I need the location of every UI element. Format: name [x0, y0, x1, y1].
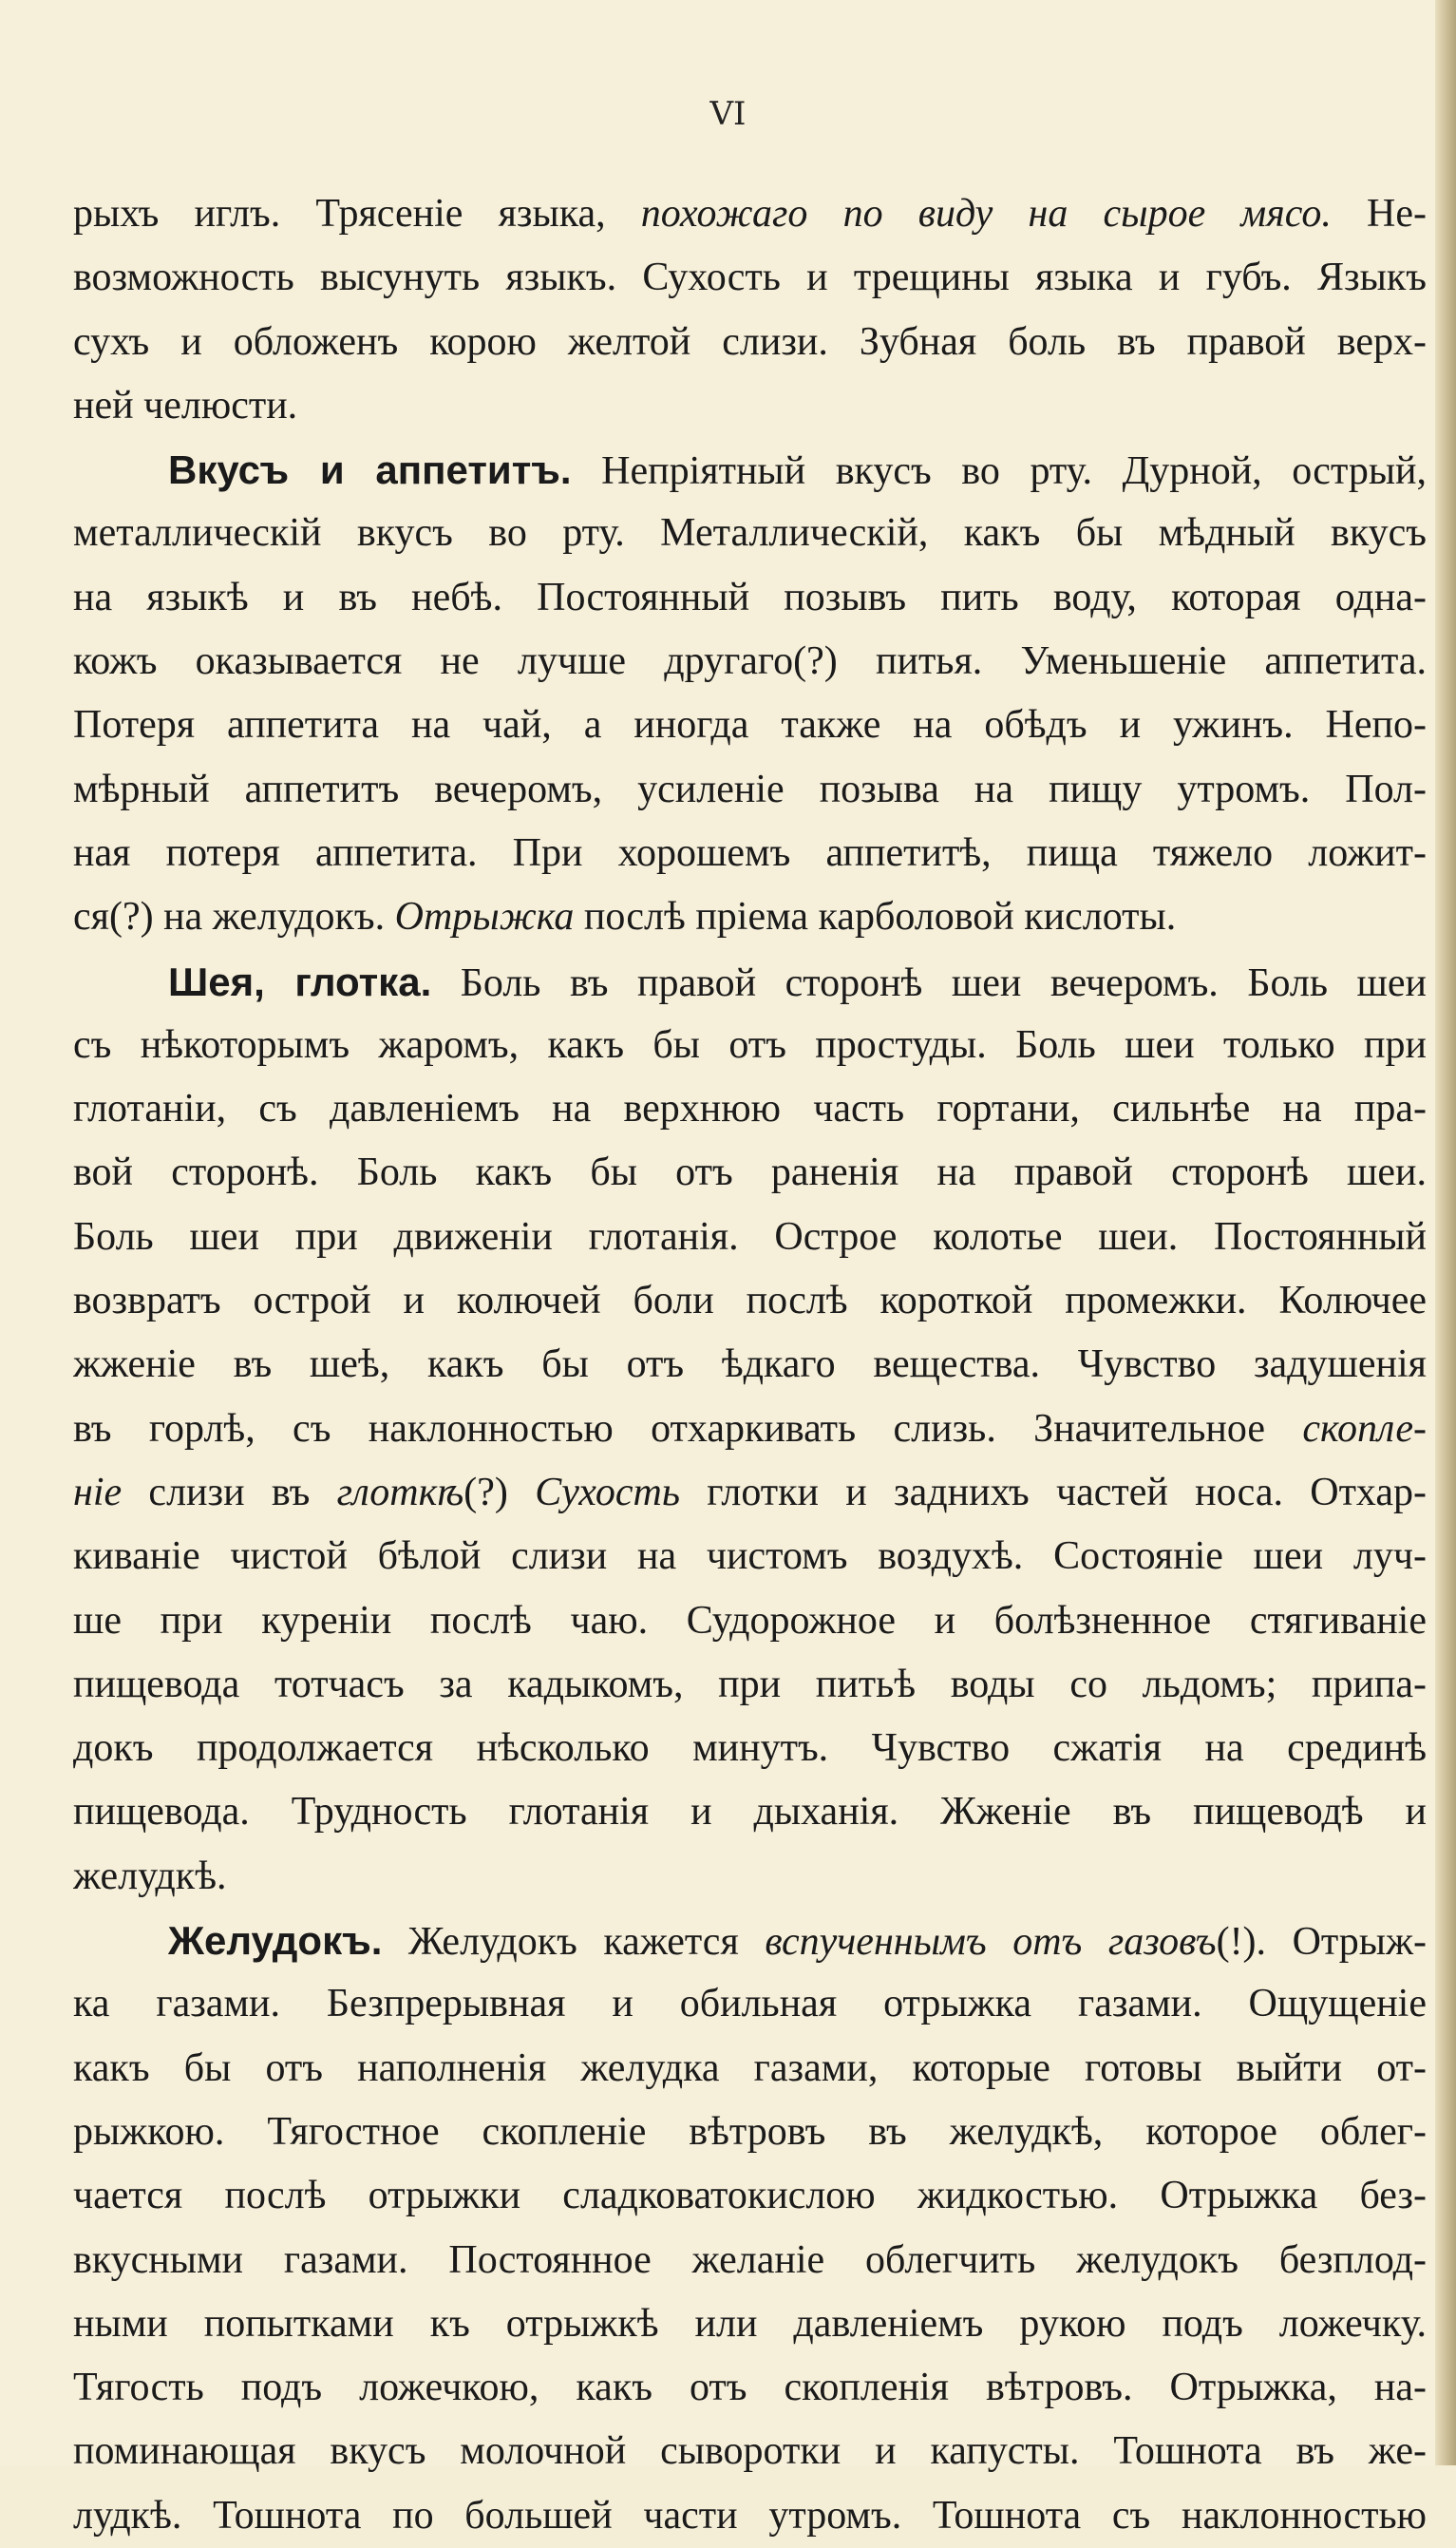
text-line: [73, 1909, 1427, 1972]
text-line: [73, 1845, 1427, 1909]
text-line: [73, 1461, 1427, 1525]
text-segment: докъ продолжается нѣсколько минутъ. Чувство сжатія на срединѣ: [73, 1726, 1427, 1771]
text-segment: металлическій вкусъ во рту. Металлическій, какъ бы мѣдный вкусъ: [73, 511, 1427, 556]
text-segment: глотки и заднихъ частей носа. Отхар-: [680, 1470, 1427, 1514]
text-segment: Потеря аппетита на чай, а иногда также на обѣдъ и ужинъ. Непо-: [73, 703, 1427, 748]
text-segment: поминающая вкусъ молочной сыворотки и капусты. Тошнота въ же-: [73, 2429, 1427, 2474]
text-segment: лудкѣ. Тошнота по большей части утромъ. Тошнота съ наклонностью: [73, 2493, 1427, 2538]
text-segment: мѣрный аппетитъ вечеромъ, усиленіе позыва на пищу утромъ. Пол-: [73, 767, 1427, 811]
text-line: [73, 1077, 1427, 1141]
text-line: [73, 1269, 1427, 1333]
body-text: [73, 182, 1427, 2548]
text-line: [73, 1206, 1427, 1269]
text-segment: слизи въ: [122, 1470, 337, 1514]
text-line: [73, 502, 1427, 565]
text-line: [73, 374, 1427, 438]
text-line: [73, 1014, 1427, 1077]
text-segment: (?): [463, 1470, 536, 1514]
text-segment: глотаніи, съ давленіемъ на верхнюю часть гортани, сильнѣе на пра-: [73, 1087, 1427, 1131]
text-segment: рыжкою. Тягостное скопленіе вѣтровъ въ желудкѣ, которое облег-: [73, 2109, 1427, 2154]
text-line: [73, 694, 1427, 757]
text-line: [73, 1780, 1427, 1844]
text-segment: кожъ оказывается не лучше другаго(?) питья. Уменьшеніе аппетита.: [73, 639, 1427, 684]
text-line: [73, 950, 1427, 1014]
text-segment: на языкѣ и въ небѣ. Постоянный позывъ пить воду, которая одна-: [73, 575, 1427, 619]
section-heading: Желудокъ.: [168, 1918, 383, 1964]
text-line: [73, 311, 1427, 374]
text-segment: Непріятный вкусъ во рту. Дурной, острый,: [571, 449, 1427, 494]
text-segment: вой сторонѣ. Боль какъ бы отъ раненія на правой сторонѣ шеи.: [73, 1150, 1427, 1195]
text-line: [73, 758, 1427, 822]
text-line: [73, 885, 1427, 949]
text-line: [73, 630, 1427, 694]
text-segment: возвратъ острой и колючей боли послѣ короткой промежки. Колючее: [73, 1279, 1427, 1323]
text-segment: ными попытками къ отрыжкѣ или давленіемъ рукою подъ ложечку.: [73, 2301, 1427, 2346]
text-segment: чается послѣ отрыжки сладковатокислою жидкостью. Отрыжка без-: [73, 2174, 1427, 2218]
text-segment: ся(?) на желудокъ.: [73, 895, 395, 940]
text-segment: Боль шеи при движеніи глотанія. Острое колотье шеи. Постоянный: [73, 1214, 1427, 1259]
text-segment: рыхъ иглъ. Трясеніе языка,: [73, 192, 641, 236]
italic-text: скопле-: [1302, 1406, 1427, 1451]
text-segment: пищевода тотчасъ за кадыкомъ, при питьѣ воды со льдомъ; припа-: [73, 1662, 1427, 1706]
text-segment: (!). Отрыж-: [1216, 1920, 1427, 1965]
italic-text: Отрыжка: [394, 895, 575, 940]
text-line: [73, 1589, 1427, 1653]
section-heading: Вкусъ и аппетитъ.: [168, 447, 572, 493]
italic-text: глоткѣ: [336, 1470, 464, 1514]
text-segment: ше при куреніи послѣ чаю. Судорожное и болѣзненное стягиваніе: [73, 1598, 1427, 1643]
text-segment: какъ бы отъ наполненія желудка газами, которые готовы выйти от-: [73, 2045, 1427, 2090]
text-segment: ка газами. Безпрерывная и обильная отрыжка газами. Ощущеніе: [73, 1982, 1427, 2026]
text-line: [73, 1141, 1427, 1205]
text-line: [73, 2037, 1427, 2101]
text-line: [73, 1717, 1427, 1780]
text-segment: жженіе въ шеѣ, какъ бы отъ ѣдкаго вещества. Чувство задушенія: [73, 1342, 1427, 1387]
text-line: [73, 2356, 1427, 2420]
italic-text: похожаго по виду на сырое мясо.: [640, 192, 1332, 236]
italic-text: вспученнымъ отъ газовъ: [765, 1920, 1217, 1965]
section-heading: Шея, глотка.: [168, 959, 432, 1004]
text-line: [73, 1398, 1427, 1461]
text-segment: въ горлѣ, съ наклонностью отхаркивать слизь. Значительное: [73, 1406, 1303, 1451]
text-line: [73, 1333, 1427, 1397]
text-line: [73, 246, 1427, 310]
text-segment: ней челюсти.: [73, 383, 298, 428]
italic-text: Сухость: [535, 1470, 680, 1514]
text-segment: сухъ и обложенъ корою желтой слизи. Зубная боль въ правой верх-: [73, 319, 1427, 364]
text-line: [73, 2420, 1427, 2483]
text-line: [73, 2229, 1427, 2292]
text-segment: ная потеря аппетита. При хорошемъ аппетитѣ, пища тяжело ложит-: [73, 830, 1427, 875]
text-line: [73, 822, 1427, 885]
text-segment: пищевода. Трудность глотанія и дыханія. Жженіе въ пищеводѣ и: [73, 1790, 1427, 1835]
text-line: [73, 1653, 1427, 1717]
text-segment: послѣ пріема карболовой кислоты.: [574, 895, 1177, 940]
text-segment: возможность высунуть языкъ. Сухость и трещины языка и губъ. Языкъ: [73, 256, 1427, 300]
text-segment: съ нѣкоторымъ жаромъ, какъ бы отъ простуды. Боль шеи только при: [73, 1022, 1427, 1067]
text-line: [73, 1972, 1427, 2036]
text-segment: желудкѣ.: [73, 1854, 227, 1898]
text-segment: Не-: [1331, 192, 1427, 236]
text-line: [73, 1525, 1427, 1588]
text-segment: киваніе чистой бѣлой слизи на чистомъ воздухѣ. Состояніе шеи луч-: [73, 1534, 1427, 1579]
text-line: [73, 182, 1427, 246]
text-segment: Боль въ правой сторонѣ шеи вечеромъ. Боль шеи: [431, 960, 1427, 1005]
text-line: [73, 438, 1427, 502]
text-line: [73, 2484, 1427, 2548]
text-segment: Тягость подъ ложечкою, какъ отъ скопленія вѣтровъ. Отрыжка, на-: [73, 2366, 1427, 2410]
text-line: [73, 2292, 1427, 2356]
italic-text: ніе: [73, 1470, 123, 1514]
text-segment: Желудокъ кажется: [382, 1920, 766, 1965]
page-edge: [1435, 0, 1456, 2465]
text-line: [73, 2101, 1427, 2164]
page-number: VI: [709, 95, 747, 133]
text-segment: вкусными газами. Постоянное желаніе облегчить желудокъ безплод-: [73, 2237, 1427, 2282]
text-line: [73, 566, 1427, 630]
text-line: [73, 2164, 1427, 2228]
